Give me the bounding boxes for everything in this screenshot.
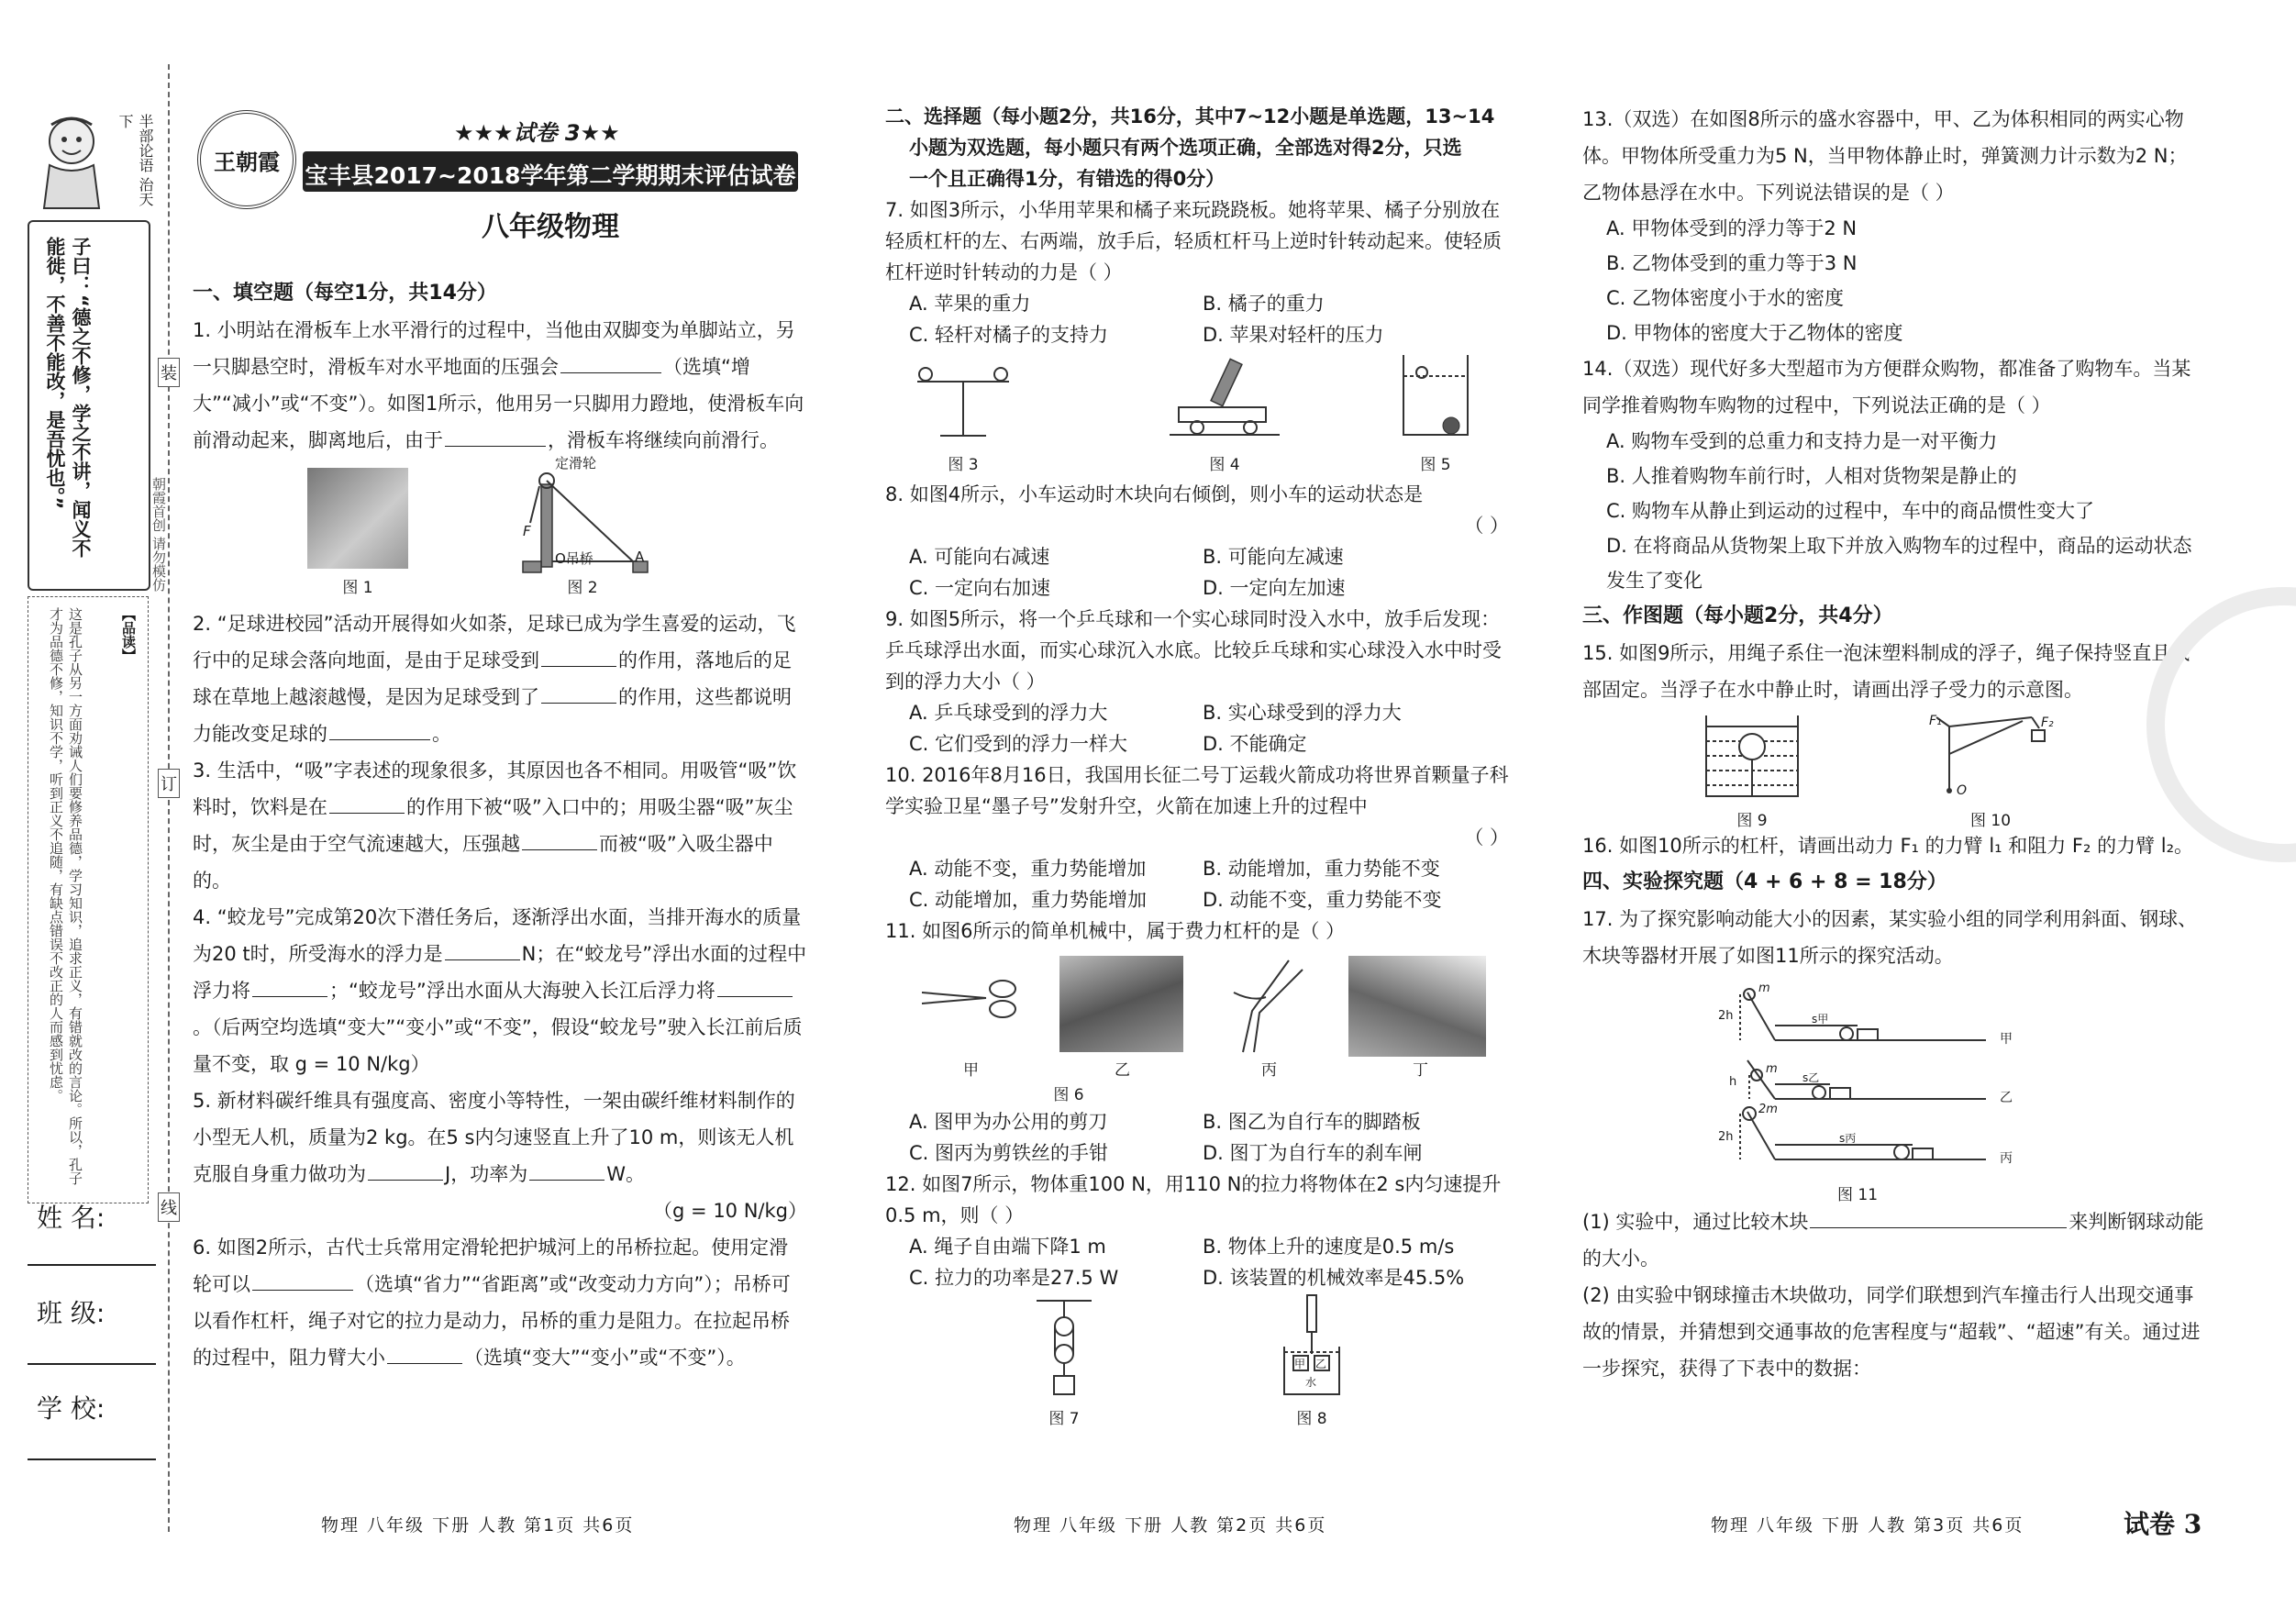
question-3 [193,752,807,899]
fig8-label-jia: 甲 [1294,1358,1306,1370]
q17-1-part2: 来判断钢球动能的大小。 [1582,1211,2204,1270]
q9-option-a[interactable]: A. 乒乓球受到的浮力大 [909,702,1108,724]
q13-option-c[interactable]: C. 乙物体密度小于水的密度 [1606,287,1845,309]
exam-title: 宝丰县2017~2018学年第二学期期末评估试卷 [305,162,796,189]
fig7-caption: 图 7 [1048,1410,1080,1428]
comment-title: 【品读】 [120,607,137,662]
q14-option-a[interactable]: A. 购物车受到的总重力和支持力是一对平衡力 [1606,430,1998,452]
fig6-pliers [1215,956,1316,1057]
q5-part1: 5. 新材料碳纤维具有强度高、密度小等特性，一架由碳纤维材料制作的小型无人机，质量为2 kg。在5 s内匀速竖直上升了10 m，则该无人机克服自身重力做功为 [193,1090,795,1185]
fig9-caption: 图 9 [1736,812,1768,830]
q13-option-a[interactable]: A. 甲物体受到的浮力等于2 N [1606,217,1858,239]
section-2-title-3: 一个且正确得1分，有错选的得0分） [909,168,1226,190]
q6-part1: 6. 如图2所示，古代士兵常用定滑轮把护城河上的吊桥拉起。使用定滑轮可以 [193,1237,789,1295]
q12-option-a[interactable]: A. 绳子自由端下降1 m [909,1236,1106,1258]
footer-page-3: 物理 八年级 下册 人教 第3页 共6页 [1711,1515,2024,1536]
q5-part2: J，功率为 [445,1163,528,1185]
fig2-label-f: F [523,523,531,539]
q5-blank-2[interactable] [529,1163,605,1181]
fig5-caption: 图 5 [1420,456,1451,474]
q12-option-c[interactable]: C. 拉力的功率是27.5 W [909,1267,1119,1289]
fig3-seesaw [913,358,1014,445]
question-15: 15. 如图9所示，用绳子系住一泡沫塑料制成的浮子，绳子保持竖直且底部固定。当浮子在水中静止时，请画出浮子受力的示意图。 [1582,642,2191,701]
q8-option-b[interactable]: B. 可能向左减速 [1203,546,1344,568]
fig9-float [1702,714,1802,801]
fig6-label-bing: 丙 [1261,1061,1277,1080]
q4-part1: 4. “蛟龙号”完成第20次下潜任务后，逐渐浮出水面，当排开海水的质量为20 t时，所受海水的浮力是 [193,906,802,965]
paper-label: ★★★试卷 3★★ [454,120,620,146]
section-1 [193,275,807,1376]
q17-1-blank[interactable] [1810,1211,2067,1228]
question-16: 16. 如图10所示的杠杆，请画出动力 F₁ 的力臂 l₁ 和阻力 F₂ 的力臂 l₂。 [1582,835,2194,857]
question-14: 14.（双选）现代好多大型超市为方便群众购物，都准备了购物车。当某同学推着购物车购物的过程中，下列说法正确的是（ ） [1582,358,2191,416]
q8-options [885,541,1509,604]
fig4-caption: 图 4 [1209,456,1240,474]
question-6 [193,1229,807,1376]
q8-option-d[interactable]: D. 一定向左加速 [1203,577,1346,599]
fig11-label-2m: 2m [1758,1103,1778,1116]
q3-blank-1[interactable] [329,796,405,814]
logo-text: 王朝霞 [214,148,280,175]
q1-blank-1[interactable] [560,356,661,373]
fig1-caption: 图 1 [342,579,373,597]
question-7: 7. 如图3所示，小华用苹果和橘子来玩跷跷板。她将苹果、橘子分别放在轻质杠杆的左、右两端，放手后，轻质杠杆马上逆时针转动起来。使轻质杠杆逆时针转动的力是（ ） [885,199,1502,283]
q12-option-b[interactable]: B. 物体上升的速度是0.5 m/s [1203,1236,1455,1258]
fig10-caption: 图 10 [1969,812,2012,830]
column-1 [193,101,807,1536]
q8-option-a[interactable]: A. 可能向右减速 [909,546,1050,568]
name-field[interactable] [28,1264,156,1266]
school-field[interactable] [28,1458,156,1460]
q2-blank-1[interactable] [541,649,616,667]
q11-options [885,1106,1509,1169]
question-17: 17. 为了探究影响动能大小的因素，某实验小组的同学利用斜面、钢球、木块等器材开展了如图11所示的探究活动。 [1582,908,2198,967]
confucius-avatar [35,112,108,213]
fig8-label-water: 水 [1305,1376,1317,1389]
q10-paren: （ ） [1464,826,1509,848]
fig-row-3-5 [885,350,1509,479]
q6-blank-1[interactable] [252,1273,353,1291]
fig-row-1-2 [193,455,807,605]
question-2 [193,605,807,752]
q6-part2: （选填“省力”“省距离”或“改变动力方向”）；吊桥可以看作杠杆，绳子对它的拉力是动力，吊桥的重力是阻力。在拉起吊桥的过程中，阻力臂大小 [193,1273,791,1369]
fig4-cart [1170,350,1280,442]
fig-row-9-10 [1582,708,2206,830]
question-11: 11. 如图6所示的简单机械中，属于费力杠杆的是（ ） [885,920,1346,942]
q6-blank-2[interactable] [387,1347,462,1364]
fig6-label-ding: 丁 [1413,1061,1428,1080]
section-2-title-2: 小题为双选题，每小题只有两个选项正确，全部选对得2分，只选 [909,137,1462,159]
brand-logo [197,110,296,209]
q9-option-c[interactable]: C. 它们受到的浮力一样大 [909,733,1128,755]
section-2-title-1: 二、选择题（每小题2分，共16分，其中7~12小题是单选题，13~14 [885,105,1495,128]
section-4-title: 四、实验探究题（4 + 6 + 8 = 18分） [1582,871,1947,893]
q5-note: （g = 10 N/kg） [653,1200,807,1222]
q13-option-b[interactable]: B. 乙物体受到的重力等于3 N [1606,252,1858,274]
fig11-caption: 图 11 [1836,1186,1879,1204]
paper-tag: 试卷 3 [2124,1509,2202,1539]
q7-option-a[interactable]: A. 苹果的重力 [909,293,1031,315]
fig11-label-h: h [1729,1075,1737,1089]
fig11-label-m2: m [1766,1062,1778,1076]
fig2-caption: 图 2 [567,579,598,597]
fig8-label-yi: 乙 [1315,1358,1327,1370]
q4-part4: 。（后两空均选填“变大”“变小”或“不变”，假设“蛟龙号”驶入长江前后质量不变，取 g = 10 N/kg） [193,1016,803,1075]
motto-small: 半部论语 治天下 [116,114,154,207]
subject-title: 八年级物理 [482,211,619,243]
column-2 [885,101,1509,1536]
q1-part2: （选填“增大”“减小”或“不变”）。如图1所示，他用另一只脚用力蹬地，使滑板车向前滑动起来，脚离地后，由于 [193,356,804,451]
fig6-scissors [922,965,1032,1029]
q3-part2: 的作用下被“吸”入口中的；用吸尘器“吸”灰尘时，灰尘是由于空气流速越大，压强越 [193,796,793,855]
q9-option-d[interactable]: D. 不能确定 [1203,733,1307,755]
fig2-label-a: A [635,549,645,565]
q10-option-c[interactable]: C. 动能增加，重力势能增加 [909,889,1148,911]
q8-row [885,479,1509,510]
fig2-label-o: O吊桥 [555,550,593,567]
fig3-caption: 图 3 [948,456,979,474]
question-5 [193,1082,807,1229]
question-9: 9. 如图5所示，将一个乒乓球和一个实心球同时没入水中，放手后发现：乒乓球浮出水面，而实心球沉入水底。比较乒乓球和实心球没入水中时受到的浮力大小（ ） [885,608,1502,693]
question-17-1 [1582,1203,2206,1277]
q3-blank-2[interactable] [522,833,597,850]
quote-text: 子曰：“德之不修，学之不讲，闻义不能徙，不善不能改，是吾忧也。” [44,237,92,558]
fig11-label-m1: m [1758,981,1770,995]
q12-option-d[interactable]: D. 该装置的机械效率是45.5% [1203,1267,1465,1289]
q4-blank-1[interactable] [445,943,520,960]
q10-option-d[interactable]: D. 动能不变，重力势能不变 [1203,889,1442,911]
q7-option-c[interactable]: C. 轻杆对橘子的支持力 [909,324,1109,346]
q10-option-b[interactable]: B. 动能增加，重力势能不变 [1203,858,1440,880]
fig11-ramps [1720,983,1995,1176]
q2-part2: 的作用，落地后的足球在草地上越滚越慢，是因为足球受到了 [193,649,792,708]
fig1-photo [307,468,408,569]
fig11-label-bing: 丙 [2000,1151,2013,1166]
q7-options [885,288,1509,350]
q14-options [1582,424,2206,598]
name-label: 姓 名: [37,1203,105,1233]
column-3 [1582,101,2206,1539]
q7-option-b[interactable]: B. 橘子的重力 [1203,293,1325,315]
q1-part1: 1. 小明站在滑板车上水平滑行的过程中，当他由双脚变为单脚站立，另一只脚悬空时，滑板车对水平地面的压强会 [193,319,795,378]
brand-slogan: 朝霞首创 请勿模仿 [150,477,167,592]
q4-part3: ；“蛟龙号”浮出水面从大海驶入长江后浮力将 [329,980,715,1002]
q14-option-b[interactable]: B. 人推着购物车前行时，人相对货物架是静止的 [1606,465,2017,487]
q7-option-d[interactable]: D. 苹果对轻杆的压力 [1203,324,1384,346]
fig11-row [1582,974,2206,1203]
fig10-lever [1931,708,2050,800]
q11-option-d[interactable]: D. 图丁为自行车的刹车闸 [1203,1142,1423,1164]
fig11-label-s-jia: s甲 [1812,1013,1829,1026]
question-12: 12. 如图7所示，物体重100 N，用110 N的拉力将物体在2 s内匀速提升0.5 m，则（ ） [885,1173,1502,1226]
fig6-brake-photo [1348,956,1486,1057]
question-1 [193,312,807,459]
question-13: 13.（双选）在如图8所示的盛水容器中，甲、乙为体积相同的两实心物体。甲物体所受重力为5 N，当甲物体静止时，弹簧测力计示数为2 N；乙物体悬浮在水中。下列说法错误的是（ ） [1582,108,2188,204]
q10-option-a[interactable]: A. 动能不变，重力势能增加 [909,858,1147,880]
q14-option-d[interactable]: D. 在将商品从货物架上取下并放入购物车的过程中，商品的运动状态发生了变化 [1606,535,2192,592]
fig6-row [885,947,1509,1084]
footer-page-2: 物理 八年级 下册 人教 第2页 共6页 [1014,1515,1327,1536]
section-3-title: 三、作图题（每小题2分，共4分） [1582,604,1893,627]
fig11-label-2h2: 2h [1718,1130,1734,1144]
fig11-label-2h1: 2h [1718,1009,1734,1023]
fig11-label-s-bing: s丙 [1839,1132,1857,1145]
sidebar [28,101,156,1532]
fig10-label-o: O [1957,783,1968,798]
q11-option-a[interactable]: A. 图甲为办公用的剪刀 [909,1111,1108,1133]
q4-blank-2[interactable] [252,980,327,997]
fig6-label-jia: 甲 [963,1061,979,1080]
q2-part1: 2. “足球进校园”活动开展得如火如荼，足球已成为学生喜爱的运动，飞行中的足球会落向地面，是由于足球受到 [193,613,796,671]
q4-blank-3[interactable] [717,980,793,997]
q11-option-c[interactable]: C. 图丙为剪铁丝的手钳 [909,1142,1109,1164]
school-label: 学 校: [37,1393,105,1424]
fig11-label-yi: 乙 [2000,1091,2013,1105]
binding-line [168,64,170,1532]
q2-part3: 的作用，这些都说明力能改变足球的 [193,686,792,745]
fig6-caption: 图 6 [1053,1086,1084,1104]
class-label: 班 级: [37,1298,105,1328]
q11-option-b[interactable]: B. 图乙为自行车的脚踏板 [1203,1111,1421,1133]
seal-mark-3: 线 [158,1192,180,1222]
fig7-pulley [1032,1297,1096,1398]
q13-option-d[interactable]: D. 甲物体的密度大于乙物体的密度 [1606,322,1903,344]
q5-part3: W。 [606,1163,645,1185]
q14-option-c[interactable]: C. 购物车从静止到运动的过程中，车中的商品惯性变大了 [1606,500,2095,522]
fig11-label-jia: 甲 [2000,1032,2013,1047]
q3-part3: 而被“吸”入吸尘器中的。 [193,833,773,892]
q2-part4: 。 [432,723,451,745]
q8-paren: （ ） [1464,515,1509,537]
question-17-2: (2) 由实验中钢球撞击木块做功，同学们联想到汽车撞击行人出现交通事故的情景，并猜想到交通事故的危害程度与“超载”、“超速”有关。通过进一步探究，获得了下表中的数据： [1582,1284,2201,1380]
q8-option-c[interactable]: C. 一定向右加速 [909,577,1051,599]
fig8-caption: 图 8 [1296,1410,1327,1428]
footer-page-1: 物理 八年级 下册 人教 第1页 共6页 [321,1515,635,1536]
q1-part3: ，滑板车将继续向前滑行。 [548,429,779,451]
q9-options [885,697,1509,760]
q5-blank-1[interactable] [368,1163,443,1181]
fig5-beaker [1394,350,1477,442]
fig10-label-f1: F₁ [1929,714,1942,728]
class-field[interactable] [28,1363,156,1365]
comment-text: 这是孔子从另一方面劝诫人们要修养品德，学习知识，追求正义，有错就改的言论。所以，孔子才为品德不修，知识不学，听到正义不追随，有缺点错误不改正的人而感到忧虑。 [48,607,83,1185]
q2-blank-2[interactable] [541,686,616,704]
fig10-label-f2: F₂ [2041,715,2054,730]
q9-option-b[interactable]: B. 实心球受到的浮力大 [1203,702,1402,724]
q12-options [885,1231,1509,1293]
fig2-label-pulley: 定滑轮 [555,455,597,471]
fig6-pedal-photo [1059,956,1183,1052]
q3-part1: 3. 生活中，“吸”字表述的现象很多，其原因也各不相同。用吸管“吸”饮料时，饮料是在 [193,760,797,818]
seal-mark-2: 订 [158,769,180,798]
q17-1-part1: (1) 实验中，通过比较木块 [1582,1211,1809,1233]
q4-part2: N；在“蛟龙号”浮出水面的过程中浮力将 [193,943,807,1002]
question-8: 8. 如图4所示，小车运动时木块向右倾倒，则小车的运动状态是 [885,483,1424,505]
q2-blank-3[interactable] [329,723,430,740]
q13-options [1582,211,2206,350]
seal-mark-1: 装 [158,358,180,387]
question-10: 10. 2016年8月16日，我国用长征二号丁运载火箭成功将世界首颗量子科学实验卫星“墨子号”发射升空，火箭在加速上升的过程中 [885,764,1509,817]
fig11-label-s-yi: s乙 [1802,1071,1820,1084]
fig-row-7-8 [885,1293,1509,1431]
q6-part3: （选填“变大”“变小”或“不变”）。 [464,1347,746,1369]
fig6-label-yi: 乙 [1115,1061,1130,1080]
question-4 [193,899,807,1082]
section-1-title: 一、填空题（每空1分，共14分） [193,282,497,305]
q10-options [885,853,1509,915]
q1-blank-2[interactable] [445,429,546,447]
